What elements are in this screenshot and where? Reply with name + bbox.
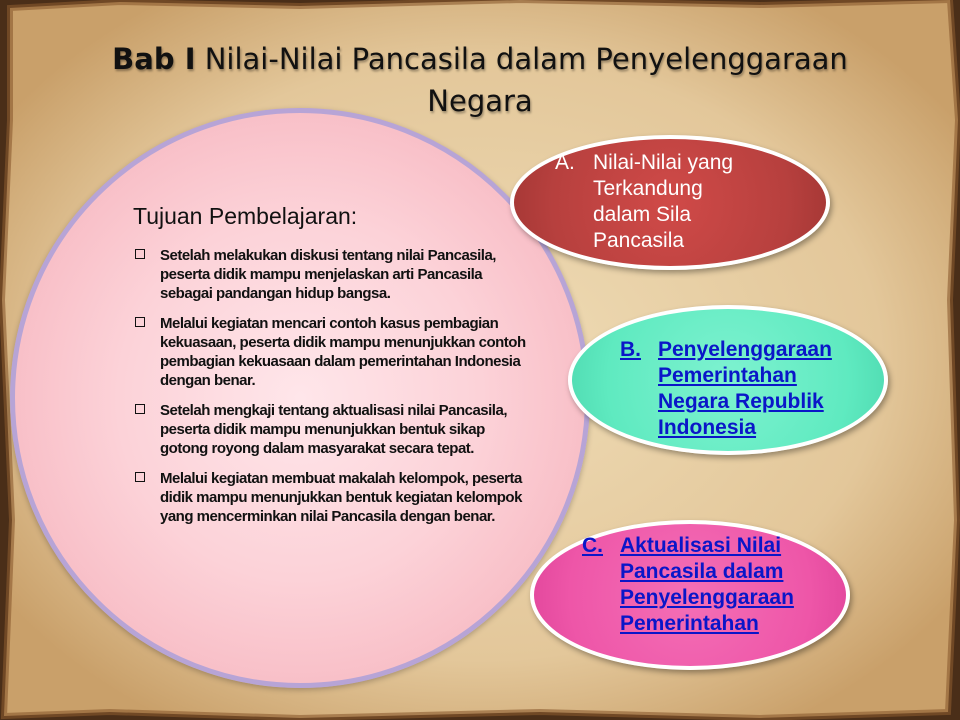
topic-a-label[interactable] [555,150,815,260]
topic-c-line: Penyelenggaraan [620,586,794,609]
topic-b-line: Indonesia [658,416,757,439]
objective-item [132,469,530,526]
objective-item [132,401,530,458]
objective-item [132,314,530,390]
title-main: Nilai-Nilai Pancasila dalam Penyelenggaraan [204,42,848,76]
checkbox-bullet-icon [135,249,145,259]
topic-a-line: Nilai-Nilai yang [593,151,734,174]
objectives-list [132,246,530,537]
checkbox-bullet-icon [135,317,145,327]
topic-a-line: dalam Sila [593,203,692,226]
topic-c-line: Pemerintahan [620,612,759,635]
topic-a-line: Pancasila [593,229,685,252]
topic-b-link[interactable] [620,337,880,447]
topic-b-line: Negara Republik [658,390,824,413]
topic-c-letter: C. [582,534,603,557]
topic-b-line: Penyelenggaraan [658,338,832,361]
slide-title [60,38,900,122]
topic-b-lines [658,337,832,441]
objective-text: Melalui kegiatan membuat makalah kelompok, peserta didik mampu menunjukkan bentuk kegiatan kelompok yang mencerminkan nilai Pancasila dengan benar. [160,470,522,525]
title-line2: Negara [427,84,533,118]
topic-c-line: Aktualisasi Nilai [620,534,782,557]
objective-text: Setelah melakukan diskusi tentang nilai Pancasila, peserta didik mampu menjelaskan arti Pancasila sebagai pandangan hidup bangsa. [160,247,496,302]
title-chapter: Bab I [112,42,196,76]
checkbox-bullet-icon [135,404,145,414]
objective-text: Setelah mengkaji tentang aktualisasi nilai Pancasila, peserta didik mampu menunjukkan bentuk sikap gotong royong dalam masyarakat secara tepat. [160,402,507,457]
topic-c-lines [620,533,794,637]
objective-item [132,246,530,303]
objectives-heading: Tujuan Pembelajaran: [133,203,358,229]
topic-c-line: Pancasila dalam [620,560,784,583]
topic-b-line: Pemerintahan [658,364,797,387]
topic-a-line: Terkandung [593,177,703,200]
objective-text: Melalui kegiatan mencari contoh kasus pembagian kekuasaan, peserta didik mampu menunjukkan contoh pembagian kekuasaan dalam pemerintahan Indonesia dengan benar. [160,315,526,389]
checkbox-bullet-icon [135,472,145,482]
topic-a-letter: A. [555,151,575,174]
topic-b-letter: B. [620,338,641,361]
topic-a-lines [593,150,733,254]
topic-c-link[interactable] [582,533,842,643]
